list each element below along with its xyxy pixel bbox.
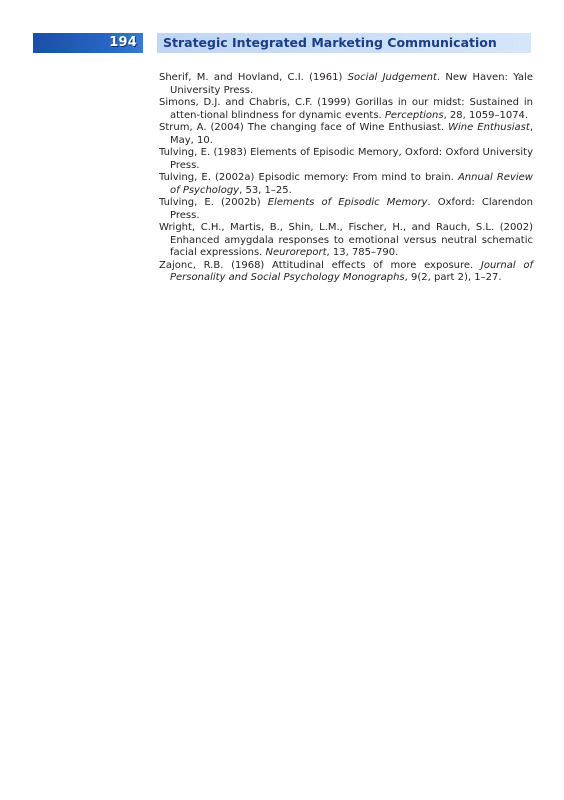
reference-text: Zajonc, R.B. (1968) Attitudinal effects of more exposure. [159, 259, 481, 271]
reference-text: Wright, C.H., Martis, B., Shin, L.M., Fischer, H., and Rauch, S.L. (2002) Enhanced amygdala responses to emotional versus neutral schematic facial expressions. [159, 222, 533, 258]
reference-entry [159, 97, 533, 122]
reference-text: Strum, A. (2004) The changing face of Wine Enthusiast. [159, 122, 449, 133]
header-title-block [157, 33, 531, 53]
reference-entry [159, 260, 533, 285]
reference-details: , 28, 1059–1074. [443, 109, 529, 121]
reference-text: Tulving, E. (2002a) Episodic memory: From mind to brain. [159, 172, 458, 183]
reference-entry [159, 147, 533, 172]
reference-source: Neuroreport [265, 247, 327, 258]
reference-text: Simons, D.J. and Chabris, C.F. (1999) Gorillas in our midst: Sustained in atten-tional blindness for dynamic events. [159, 97, 533, 121]
reference-text: Sherif, M. and Hovland, C.I. (1961) [159, 72, 348, 83]
reference-entry [159, 197, 533, 222]
reference-entry [159, 122, 533, 147]
reference-entry [159, 172, 533, 197]
reference-entry [159, 72, 533, 97]
reference-details: . New Haven: Yale University Press. [170, 72, 533, 96]
reference-details: , May, 10. [170, 122, 533, 146]
reference-details: , 9(2, part 2), 1–27. [404, 272, 502, 283]
reference-source: Social Judgement [347, 72, 437, 83]
reference-source: Journal of Personality and Social Psychology Monographs [170, 259, 533, 283]
reference-source: Annual Review of Psychology [170, 172, 533, 196]
reference-entry [159, 222, 533, 260]
reference-source: Elements of Episodic Memory [267, 197, 428, 208]
page-number: 194 [109, 35, 137, 50]
reference-text: Tulving, E. (2002b) [159, 197, 268, 208]
reference-source: Perceptions [384, 109, 444, 121]
reference-details: . Oxford: Clarendon Press. [170, 197, 533, 221]
book-title: Strategic Integrated Marketing Communication [163, 35, 497, 50]
reference-source: Wine Enthusiast [448, 122, 530, 133]
running-header [33, 33, 531, 53]
page-number-block [33, 33, 143, 53]
reference-details: , 53, 1–25. [239, 184, 292, 196]
reference-list [159, 72, 533, 285]
reference-text: Tulving, E. (1983) Elements of Episodic Memory, Oxford: Oxford University Press. [159, 147, 533, 171]
reference-details: , 13, 785–790. [326, 247, 399, 258]
